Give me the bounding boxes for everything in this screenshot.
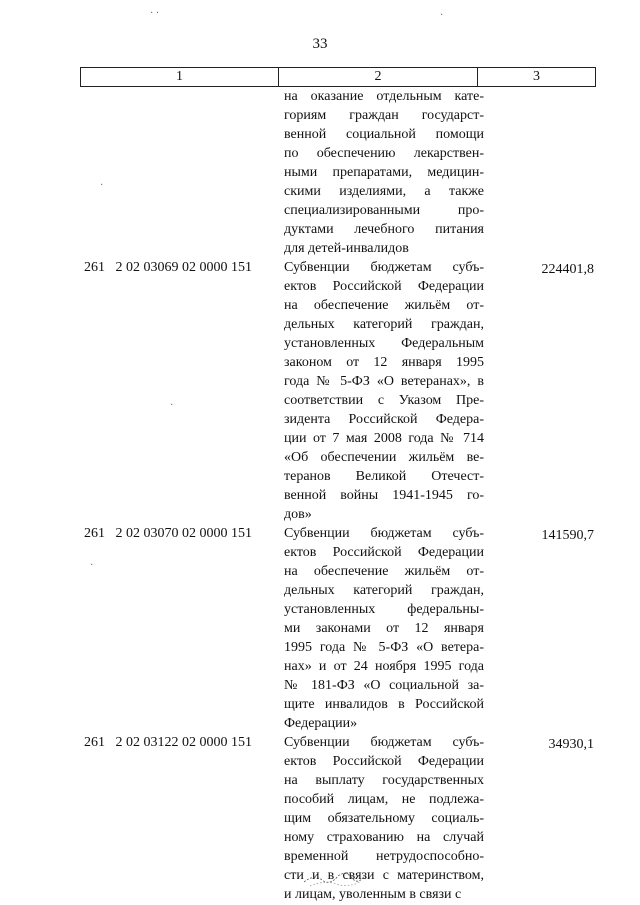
description-line: дельных категорий граждан, [284, 317, 484, 332]
description-line: на обеспечение жильём от- [284, 298, 484, 313]
description-line: скими изделиями, а также [284, 184, 484, 199]
description-line: гориям граждан государст- [284, 108, 484, 123]
header-col-1: 1 [81, 68, 279, 86]
description-line: щите инвалидов в Российской [284, 697, 484, 712]
description-line: ции от 7 мая 2008 года № 714 [284, 431, 484, 446]
table-header [80, 67, 596, 87]
row-code: 261 2 02 03122 02 0000 151 [84, 735, 252, 750]
description-line: № 181-ФЗ «О социальной за- [284, 678, 484, 693]
description-line: Субвенции бюджетам субъ- [284, 735, 484, 750]
description-line: дов» [284, 507, 312, 522]
row-description [284, 87, 484, 258]
description-line: ми законами от 12 января [284, 621, 484, 636]
row-amount: 141590,7 [541, 528, 594, 543]
signature-scribble [300, 860, 370, 890]
row-code: 261 2 02 03069 02 0000 151 [84, 260, 252, 275]
description-line: зидента Российской Федера- [284, 412, 484, 427]
description-line: Субвенции бюджетам субъ- [284, 260, 484, 275]
scan-mark: · [170, 400, 174, 411]
description-line: соответствии с Указом Пре- [284, 393, 484, 408]
description-line: на выплату государственных [284, 773, 484, 788]
description-line: и лицам, уволенным в связи с [284, 887, 462, 902]
description-line: теранов Великой Отечест- [284, 469, 484, 484]
description-line: для детей-инвалидов [284, 241, 409, 256]
description-line: на оказание отдельным кате- [284, 89, 484, 104]
description-line: Федерации» [284, 716, 358, 731]
description-line: временной нетрудоспособно- [284, 849, 484, 864]
description-line: дуктами лечебного питания [284, 222, 484, 237]
description-line: ектов Российской Федерации [284, 279, 484, 294]
scan-mark: · [90, 560, 94, 571]
row-description [284, 258, 484, 524]
description-line: венной социальной помощи [284, 127, 484, 142]
description-line: ными препаратами, медицин- [284, 165, 484, 180]
description-line: ному страхованию на случай [284, 830, 484, 845]
description-line: сти и в связи с материнством, [284, 868, 484, 883]
row-amount: 34930,1 [548, 737, 594, 752]
description-line: установленных федеральны- [284, 602, 484, 617]
row-description [284, 524, 484, 733]
description-line: венной войны 1941-1945 го- [284, 488, 484, 503]
description-line: года № 5-ФЗ «О ветеранах», в [284, 374, 484, 389]
description-line: на обеспечение жильём от- [284, 564, 484, 579]
description-line: законом от 12 января 1995 [284, 355, 484, 370]
description-line: ектов Российской Федерации [284, 545, 484, 560]
description-line: дельных категорий граждан, [284, 583, 484, 598]
header-col-3: 3 [533, 69, 540, 84]
description-line: «Об обеспечении жильём ве- [284, 450, 484, 465]
description-line: нах» и от 24 ноября 1995 года [284, 659, 484, 674]
page-number: 33 [312, 36, 328, 52]
scan-mark: · · [150, 8, 160, 19]
table-body [0, 87, 640, 904]
description-line: пособий лицам, не подлежа- [284, 792, 484, 807]
description-line: по обеспечению лекарствен- [284, 146, 484, 161]
description-line: щим обязательному социаль- [284, 811, 484, 826]
description-line: Субвенции бюджетам субъ- [284, 526, 484, 541]
header-col-2: 2 [279, 68, 478, 86]
description-line: установленных Федеральным [284, 336, 484, 351]
scan-mark: · [440, 10, 444, 21]
description-line: ектов Российской Федерации [284, 754, 484, 769]
row-amount: 224401,8 [541, 262, 594, 277]
row-code: 261 2 02 03070 02 0000 151 [84, 526, 252, 541]
description-line: 1995 года № 5-ФЗ «О ветера- [284, 640, 484, 655]
description-line: специализированными про- [284, 203, 484, 218]
scan-mark: · [100, 180, 104, 191]
